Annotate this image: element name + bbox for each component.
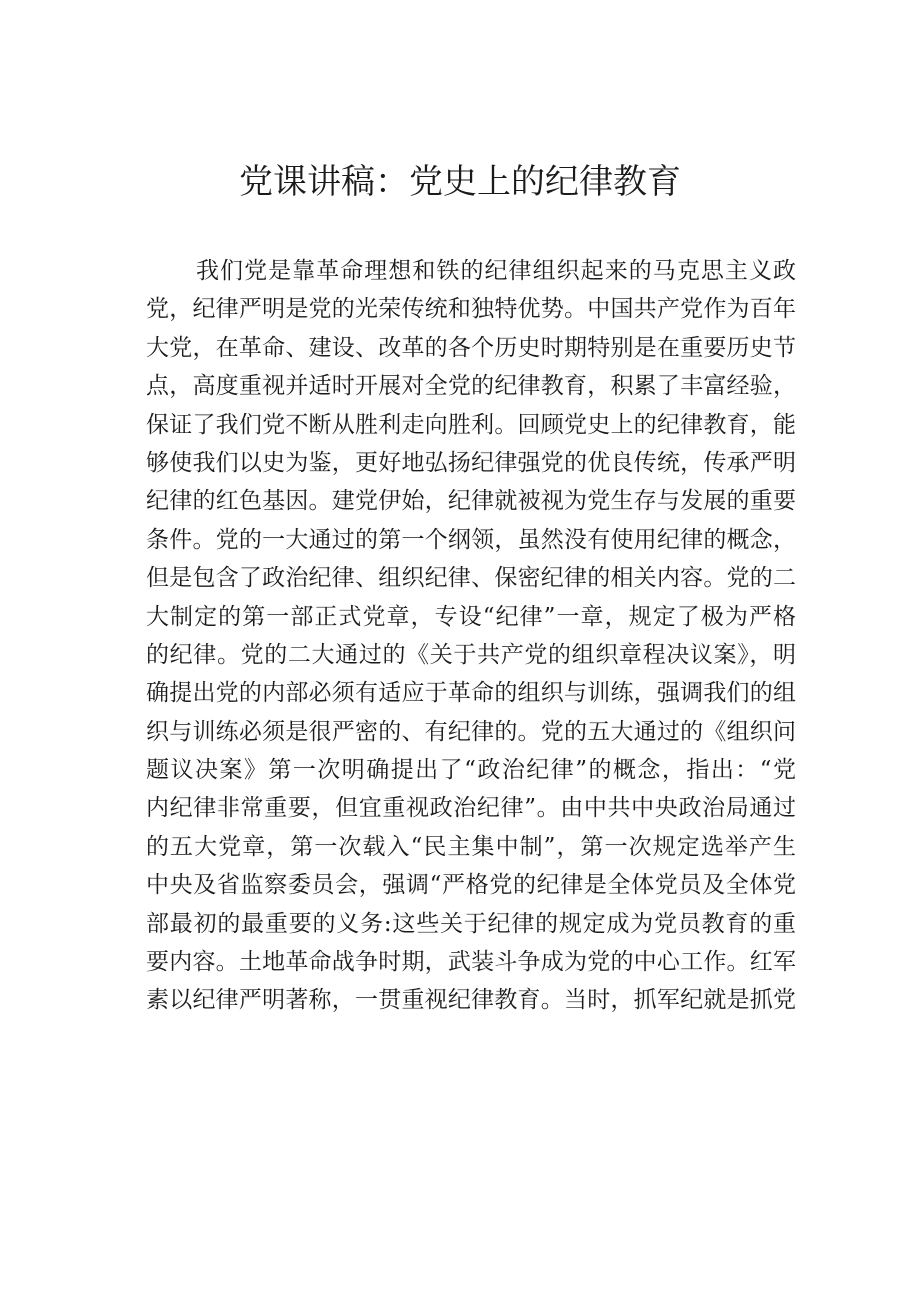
body-line: 内纪律非常重要，但宜重视政治纪律”。由中共中央政治局通过 [146, 795, 796, 822]
document-title: 党课讲稿：党史上的纪律教育 [239, 162, 681, 202]
body-line: 部最初的最重要的义务:这些关于纪律的规定成为党员教育的重 [146, 910, 796, 937]
body-line: 点，高度重视并适时开展对全党的纪律教育，积累了丰富经验， [146, 373, 796, 400]
body-line: 确提出党的内部必须有适应于革命的组织与训练，强调我们的组 [146, 680, 796, 707]
body-line: 保证了我们党不断从胜利走向胜利。回顾党史上的纪律教育，能 [146, 411, 796, 438]
body-line: 够使我们以史为鉴，更好地弘扬纪律强党的优良传统，传承严明 [146, 449, 796, 476]
body-line: 党，纪律严明是党的光荣传统和独特优势。中国共产党作为百年 [146, 296, 796, 323]
document-body [146, 252, 796, 1020]
body-line: 织与训练必须是很严密的、有纪律的。党的五大通过的《组织问 [146, 718, 796, 745]
body-line: 中央及省监察委员会，强调“严格党的纪律是全体党员及全体党 [146, 872, 796, 899]
body-line: 的纪律。党的二大通过的《关于共产党的组织章程决议案》，明 [146, 641, 796, 668]
body-line: 大制定的第一部正式党章，专设“纪律”一章，规定了极为严格 [146, 603, 796, 630]
body-line: 素以纪律严明著称，一贯重视纪律教育。当时，抓军纪就是抓党 [146, 987, 796, 1014]
body-line: 我们党是靠革命理想和铁的纪律组织起来的马克思主义政 [196, 258, 796, 284]
body-line: 要内容。土地革命战争时期，武装斗争成为党的中心工作。红军 [146, 949, 796, 976]
body-line: 大党，在革命、建设、改革的各个历史时期特别是在重要历史节 [146, 334, 796, 361]
body-line: 条件。党的一大通过的第一个纲领，虽然没有使用纪律的概念， [146, 526, 796, 553]
body-line: 纪律的红色基因。建党伊始，纪律就被视为党生存与发展的重要 [146, 488, 796, 515]
body-line: 但是包含了政治纪律、组织纪律、保密纪律的相关内容。党的二 [146, 565, 796, 592]
body-line: 题议决案》第一次明确提出了“政治纪律”的概念，指出：“党 [146, 757, 796, 784]
body-line: 的五大党章，第一次载入“民主集中制”，第一次规定选举产生 [146, 833, 796, 860]
